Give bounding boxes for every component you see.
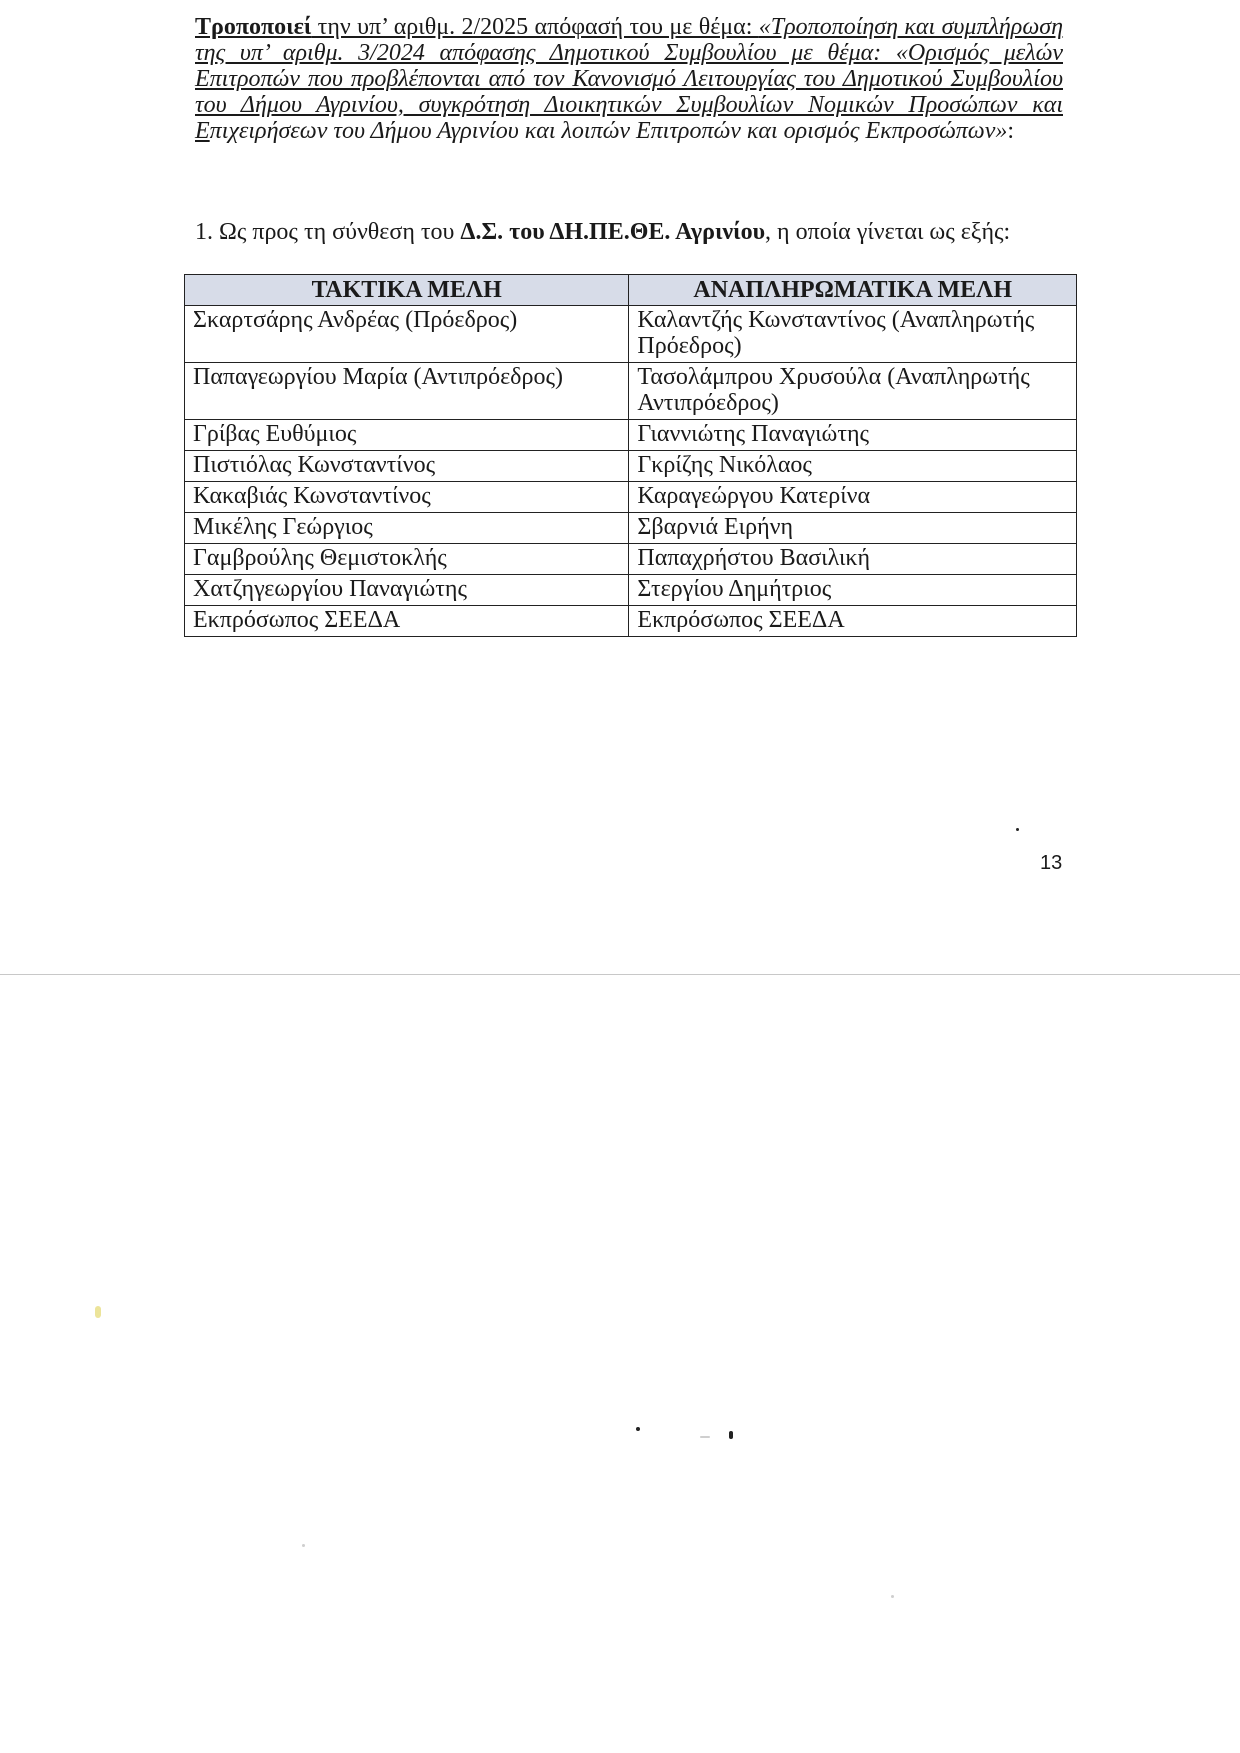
table-header-row [185,275,1077,306]
regular-member-cell: Χατζηγεωργίου Παναγιώτης [185,575,629,606]
scan-speck [95,1306,101,1318]
regular-member-cell: Παπαγεωργίου Μαρία (Αντιπρόεδρος) [185,363,629,420]
table-row [185,482,1077,513]
substitute-member-cell: Γιαννιώτης Παναγιώτης [629,420,1077,451]
regular-member-cell: Γρίβας Ευθύμιος [185,420,629,451]
table-row [185,420,1077,451]
regular-member-cell: Εκπρόσωπος ΣΕΕΔΑ [185,606,629,637]
scan-speck [302,1544,305,1547]
table-row [185,544,1077,575]
intro-colon: : [1007,118,1015,144]
table-row [185,363,1077,420]
substitute-member-cell: Στεργίου Δημήτριος [629,575,1077,606]
item-heading [195,218,1075,246]
intro-subject-rest: πιχειρήσεων του Δήμου Αγρινίου και λοιπών Επιτροπών και ορισμός Εκπροσώπων» [209,118,1008,144]
substitute-member-cell: Καραγεώργου Κατερίνα [629,482,1077,513]
scan-speck [729,1431,733,1439]
regular-member-cell: Γαμβρούλης Θεμιστοκλής [185,544,629,575]
header-regular-members: ΤΑΚΤΙΚΑ ΜΕΛΗ [185,275,629,306]
substitute-member-cell: Τασολάμπρου Χρυσούλα (Αναπληρωτής Αντιπρόεδρος) [629,363,1077,420]
scan-edge-line [0,974,1240,975]
regular-member-cell: Σκαρτσάρης Ανδρέας (Πρόεδρος) [185,306,629,363]
intro-paragraph [195,14,1063,144]
item-suffix: , η οποία γίνεται ως εξής: [765,219,1011,245]
scan-speck [1016,828,1019,831]
table-row [185,306,1077,363]
members-table [184,274,1077,637]
regular-member-cell: Πιστιόλας Κωνσταντίνος [185,451,629,482]
table-row [185,451,1077,482]
item-prefix: 1. Ως προς τη σύνθεση του [195,219,461,245]
intro-verb: Τροποποιεί [195,14,312,40]
table-row [185,606,1077,637]
regular-member-cell: Κακαβιάς Κωνσταντίνος [185,482,629,513]
scan-speck [700,1436,710,1438]
substitute-member-cell: Εκπρόσωπος ΣΕΕΔΑ [629,606,1077,637]
substitute-member-cell: Γκρίζης Νικόλαος [629,451,1077,482]
intro-text-1: την υπ’ αριθμ. 2/2025 απόφασή του με θέμα: [311,14,759,40]
item-board-name: Δ.Σ. του ΔΗ.ΠΕ.ΘΕ. Αγρινίου [460,219,766,245]
page-number: 13 [1040,852,1063,874]
regular-member-cell: Μικέλης Γεώργιος [185,513,629,544]
substitute-member-cell: Σβαρνιά Ειρήνη [629,513,1077,544]
table-row [185,513,1077,544]
substitute-member-cell: Καλαντζής Κωνσταντίνος (Αναπληρωτής Πρόεδρος) [629,306,1077,363]
scan-speck [636,1427,640,1431]
table-row [185,575,1077,606]
header-substitute-members: ΑΝΑΠΛΗΡΩΜΑΤΙΚΑ ΜΕΛΗ [629,275,1077,306]
intro-subject-underlined: «Τροποποίηση και συμπλήρωση της υπ’ αριθμ. 3/2024 απόφασης Δημοτικού Συμβουλίου με θέμα: «Ορισμός μελών Επιτροπών που προβλέπονται από τον Κανονισμό Λειτουργίας του Δημοτικού Συμβουλίου του Δήμου Αγρινίου, συγκρότηση Διοικητικών Συμβουλίων Νομικών Προσώπων και Ε [195,14,1064,144]
scan-speck [891,1595,894,1598]
substitute-member-cell: Παπαχρήστου Βασιλική [629,544,1077,575]
